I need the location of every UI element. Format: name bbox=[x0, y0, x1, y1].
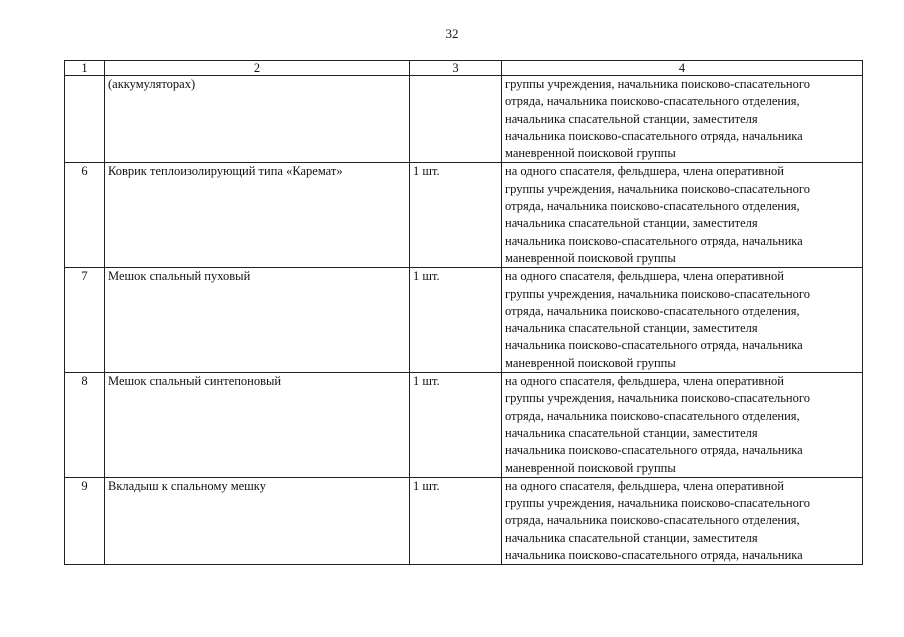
note-line: на одного спасателя, фельдшера, члена оперативной bbox=[505, 269, 784, 284]
note-cell bbox=[502, 76, 863, 163]
row-number-cell: 6 bbox=[65, 163, 105, 268]
note-line: маневренной поисковой группы bbox=[505, 146, 676, 161]
note-line: начальника поисково-спасательного отряда, начальника bbox=[505, 548, 803, 563]
row-number-cell: 7 bbox=[65, 268, 105, 373]
quantity-cell: 1 шт. bbox=[410, 163, 502, 268]
quantity-cell: 1 шт. bbox=[410, 477, 502, 564]
table-row bbox=[65, 373, 863, 478]
note-cell bbox=[502, 163, 863, 268]
column-header: 3 bbox=[410, 61, 502, 76]
note-line: группы учреждения, начальника поисково-спасательного bbox=[505, 391, 810, 406]
item-name-cell: Мешок спальный пуховый bbox=[105, 268, 410, 373]
row-number-cell bbox=[65, 76, 105, 163]
note-line: на одного спасателя, фельдшера, члена оперативной bbox=[505, 374, 784, 389]
column-header: 1 bbox=[65, 61, 105, 76]
note-line: на одного спасателя, фельдшера, члена оперативной bbox=[505, 478, 784, 493]
note-line: начальника спасательной станции, заместителя bbox=[505, 216, 758, 231]
note-line: группы учреждения, начальника поисково-спасательного bbox=[505, 77, 810, 91]
note-line: маневренной поисковой группы bbox=[505, 250, 676, 265]
page-number: 32 bbox=[445, 26, 459, 41]
table-row bbox=[65, 76, 863, 163]
table-body bbox=[65, 76, 863, 565]
quantity-cell: 1 шт. bbox=[410, 268, 502, 373]
column-header: 4 bbox=[502, 61, 863, 76]
note-line: маневренной поисковой группы bbox=[505, 355, 676, 370]
note-line: на одного спасателя, фельдшера, члена оперативной bbox=[505, 164, 784, 179]
note-line: группы учреждения, начальника поисково-спасательного bbox=[505, 496, 810, 511]
note-line: группы учреждения, начальника поисково-спасательного bbox=[505, 286, 810, 301]
note-cell bbox=[502, 373, 863, 478]
table-row bbox=[65, 268, 863, 373]
note-line: начальника спасательной станции, заместителя bbox=[505, 425, 758, 440]
column-header: 2 bbox=[105, 61, 410, 76]
quantity-cell bbox=[410, 76, 502, 163]
note-line: отряда, начальника поисково-спасательного отделения, bbox=[505, 408, 800, 423]
note-line: начальника спасательной станции, заместителя bbox=[505, 321, 758, 336]
note-line: начальника поисково-спасательного отряда, начальника bbox=[505, 233, 803, 248]
equipment-table bbox=[64, 60, 863, 565]
item-name-cell: Коврик теплоизолирующий типа «Каремат» bbox=[105, 163, 410, 268]
item-name-cell: (аккумуляторах) bbox=[105, 76, 410, 163]
note-line: отряда, начальника поисково-спасательного отделения, bbox=[505, 199, 800, 214]
note-line: начальника поисково-спасательного отряда, начальника bbox=[505, 338, 803, 353]
note-line: группы учреждения, начальника поисково-спасательного bbox=[505, 181, 810, 196]
table-row bbox=[65, 477, 863, 564]
note-line: начальника поисково-спасательного отряда, начальника bbox=[505, 128, 803, 143]
note-line: отряда, начальника поисково-спасательного отделения, bbox=[505, 94, 800, 109]
note-cell bbox=[502, 268, 863, 373]
note-line: маневренной поисковой группы bbox=[505, 460, 676, 475]
table-row bbox=[65, 163, 863, 268]
item-name-cell: Мешок спальный синтепоновый bbox=[105, 373, 410, 478]
note-line: начальника спасательной станции, заместителя bbox=[505, 530, 758, 545]
note-line: начальника поисково-спасательного отряда, начальника bbox=[505, 443, 803, 458]
table-header-row bbox=[65, 61, 863, 76]
quantity-cell: 1 шт. bbox=[410, 373, 502, 478]
note-line: отряда, начальника поисково-спасательного отделения, bbox=[505, 303, 800, 318]
item-name-cell: Вкладыш к спальному мешку bbox=[105, 477, 410, 564]
row-number-cell: 8 bbox=[65, 373, 105, 478]
note-line: отряда, начальника поисково-спасательного отделения, bbox=[505, 513, 800, 528]
note-cell bbox=[502, 477, 863, 564]
row-number-cell: 9 bbox=[65, 477, 105, 564]
note-line: начальника спасательной станции, заместителя bbox=[505, 111, 758, 126]
